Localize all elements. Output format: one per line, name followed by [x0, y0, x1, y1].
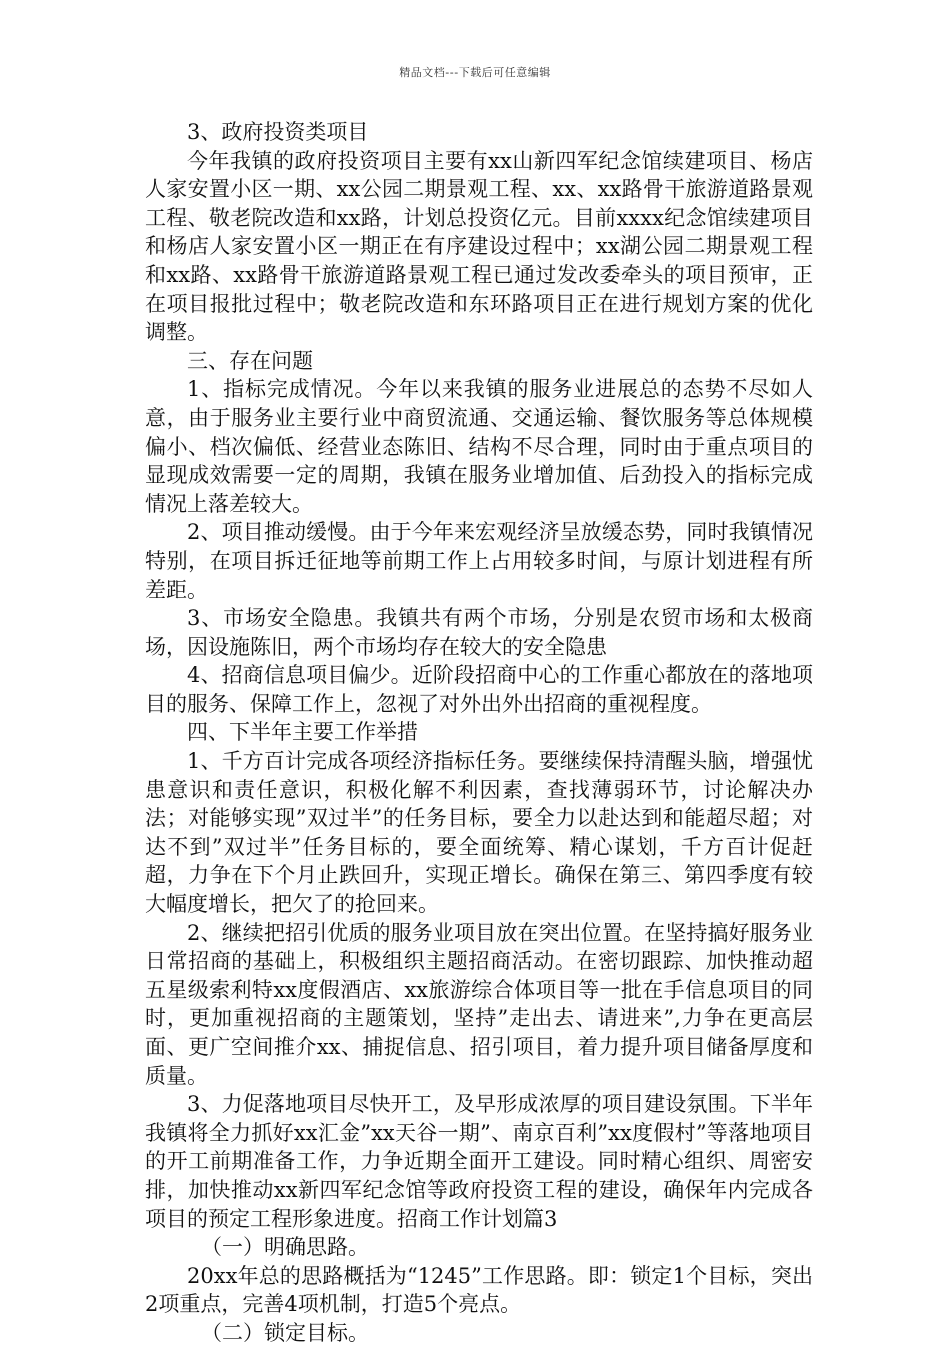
- paragraph-indicator-completion: 1、指标完成情况。今年以来我镇的服务业进展总的态势不尽如人意，由于服务业主要行业中商贸流通、交通运输、餐饮服务等总体规模偏小、档次偏低、经营业态陈旧、结构不尽合理，同时由于重点项目的显现成效需要一定的周期，我镇在服务业增加值、后劲投入的指标完成情况上落差较大。: [145, 377, 813, 516]
- paragraph-measure-2: 2、继续把招引优质的服务业项目放在突出位置。在坚持搞好服务业日常招商的基础上，积极组织主题招商活动。在密切跟踪、加快推动超五星级索利特xx度假酒店、xx旅游综合体项目等一批在手信息项目的同时，更加重视招商的主题策划，坚持”走出去、请进来”,力争在更高层面、更广空间推介xx、捕捉信息、招引项目，着力提升项目储备厚度和质量。: [145, 920, 813, 1088]
- paragraph-1245-approach: 20xx年总的思路概括为“1245”工作思路。即：锁定1个目标，突出2项重点，完善4项机制，打造5个亮点。: [145, 1263, 813, 1317]
- paragraph-market-safety: 3、市场安全隐患。我镇共有两个市场，分别是农贸市场和太极商场，因设施陈旧，两个市场均存在较大的安全隐患: [145, 606, 813, 659]
- section-heading-government-investment: 3、政府投资类项目: [187, 120, 369, 144]
- section-heading-problems: 三、存在问题: [187, 348, 313, 373]
- subheading-clear-thinking: （一）明确思路。: [201, 1235, 369, 1260]
- page-header-note: 精品文档---下载后可任意编辑: [399, 66, 551, 79]
- section-heading-measures: 四、下半年主要工作举措: [187, 720, 418, 745]
- document-body: [145, 118, 813, 1348]
- paragraph-measure-1: 1、千方百计完成各项经济指标任务。要继续保持清醒头脑，增强忧患意识和责任意识，积极化解不利因素，查找薄弱环节，讨论解决办法；对能够实现”双过半”的任务目标，要全力以赴达到和能超尽超；对达不到”双过半”任务目标的，要全面统筹、精心谋划，千方百计促赶超，力争在下个月止跌回升，实现正增长。确保在第三、第四季度有较大幅度增长，把欠了的抢回来。: [145, 749, 813, 917]
- paragraph-measure-3: 3、力促落地项目尽快开工，及早形成浓厚的项目建设氛围。下半年我镇将全力抓好xx汇金”xx天谷一期”、南京百利”xx度假村”等落地项目的开工前期准备工作，力争近期全面开工建设。同时精心组织、周密安排，加快推动xx新四军纪念馆等政府投资工程的建设，确保年内完成各项目的预定工程形象进度。招商工作计划篇3: [145, 1092, 813, 1231]
- paragraph-government-investment: 今年我镇的政府投资项目主要有xx山新四军纪念馆续建项目、杨店人家安置小区一期、xx公园二期景观工程、xx、xx路骨干旅游道路景观工程、敬老院改造和xx路，计划总投资亿元。目前xxxx纪念馆续建项目和杨店人家安置小区一期正在有序建设过程中；xx湖公园二期景观工程和xx路、xx路骨干旅游道路景观工程已通过发改委牵头的项目预审，正在项目报批过程中；敬老院改造和东环路项目正在进行规划方案的优化调整。: [145, 148, 813, 345]
- paragraph-few-investment-projects: 4、招商信息项目偏少。近阶段招商中心的工作重心都放在的落地项目的服务、保障工作上，忽视了对外出外出招商的重视程度。: [145, 663, 813, 716]
- paragraph-slow-projects: 2、项目推动缓慢。由于今年来宏观经济呈放缓态势，同时我镇情况特别，在项目拆迁征地等前期工作上占用较多时间，与原计划进程有所差距。: [145, 520, 813, 602]
- subheading-lock-target: （二）锁定目标。: [201, 1320, 369, 1345]
